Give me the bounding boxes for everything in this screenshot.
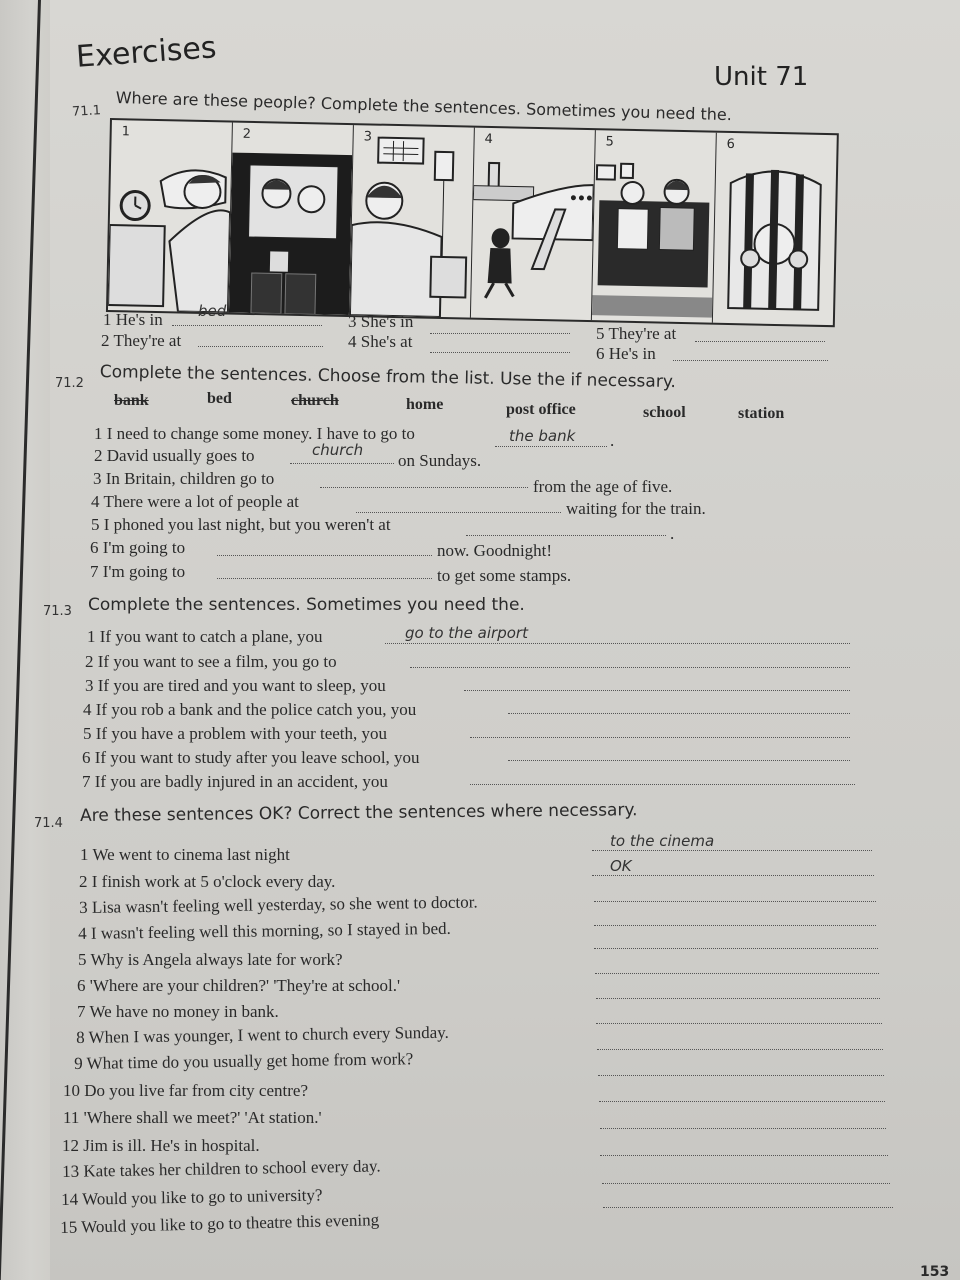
ex2-answer-field-7[interactable] — [217, 578, 432, 579]
ex1-answer-field-6[interactable] — [673, 360, 828, 361]
ex4-item-10 — [63, 1081, 308, 1101]
panel-airport — [471, 128, 596, 320]
bed-illustration-icon — [108, 120, 232, 312]
item-text: Lisa wasn't feeling well yesterday, so she went to doctor. — [91, 892, 478, 917]
panel-number: 1 — [121, 124, 131, 140]
unit-label: Unit 71 — [714, 62, 809, 92]
item-number: 1 — [80, 845, 89, 864]
item-number: 13 — [62, 1161, 80, 1181]
airport-illustration-icon — [471, 128, 595, 320]
item-text: We went to cinema last night — [92, 845, 290, 864]
exercise-instruction-71-4: Are these sentences OK? Correct the sentences where necessary. — [80, 800, 638, 826]
item-text: If you want to study after you leave school, you — [94, 748, 420, 767]
ex2-item-7 — [90, 562, 185, 582]
item-number: 5 — [78, 950, 87, 969]
item-text: I finish work at 5 o'clock every day. — [91, 872, 336, 891]
ex3-answer-field-5[interactable] — [470, 737, 850, 738]
item-number: 2 — [85, 652, 94, 671]
ex4-item-3 — [79, 892, 478, 918]
ex4-answer-field-2[interactable] — [592, 875, 874, 876]
item-number: 6 — [77, 976, 86, 995]
ex1-item-4 — [348, 332, 412, 352]
ex4-item-13 — [62, 1156, 381, 1182]
ex2-item-1 — [94, 424, 415, 444]
ex1-answer-field-2[interactable] — [198, 346, 323, 347]
item-number: 14 — [61, 1189, 79, 1209]
ex4-item-5 — [78, 950, 343, 970]
home-illustration-icon — [592, 130, 716, 322]
item-number: 4 — [78, 923, 87, 943]
item-number: 3 — [79, 897, 88, 917]
ex4-item-15 — [60, 1210, 379, 1238]
item-number: 6 — [596, 344, 605, 363]
item-text: Would you like to go to theatre this evening — [80, 1210, 380, 1237]
item-number: 4 — [348, 332, 357, 351]
item-text: They're at — [113, 331, 182, 350]
item-text: What time do you usually get home from work? — [86, 1049, 414, 1073]
item-number: 1 — [103, 310, 112, 329]
item-number: 2 — [79, 872, 88, 891]
ex3-answer-1[interactable]: go to the airport — [405, 624, 528, 642]
ex1-answer-field-3[interactable] — [430, 333, 570, 334]
item-number: 4 — [83, 700, 92, 719]
item-number: 7 — [77, 1002, 86, 1021]
item-number: 5 — [83, 724, 92, 743]
item-text: Jim is ill. He's in hospital. — [83, 1136, 260, 1155]
ex4-item-14 — [61, 1185, 323, 1210]
ex3-item-6 — [82, 748, 420, 768]
item-text: If you are tired and you want to sleep, you — [97, 676, 386, 695]
ex1-item-3 — [348, 312, 413, 332]
ex2-answer-field-4[interactable] — [356, 512, 561, 513]
item-suffix: now. Goodnight! — [437, 541, 553, 560]
item-number: 3 — [348, 312, 357, 331]
ex4-answer-field-7[interactable] — [596, 998, 880, 999]
ex4-answer-field-15[interactable] — [603, 1207, 893, 1208]
panel-bed — [108, 120, 233, 312]
item-suffix: from the age of five. — [533, 477, 673, 496]
prison-illustration-icon — [713, 133, 837, 325]
ex3-item-2 — [85, 652, 337, 672]
item-number: 8 — [76, 1027, 85, 1047]
item-text: In Britain, children go to — [105, 469, 275, 488]
word-home: home — [406, 396, 444, 413]
item-text: David usually goes to — [106, 446, 255, 465]
ex1-item-2 — [101, 331, 181, 351]
item-number: 6 — [90, 538, 99, 557]
ex2-item-5 — [91, 515, 391, 535]
book-spine — [0, 0, 50, 1280]
ex4-answer-2[interactable]: OK — [610, 857, 632, 875]
item-suffix: on Sundays. — [398, 451, 482, 470]
exercise-instruction-71-1: Where are these people? Complete the sentences. Sometimes you need the. — [115, 88, 733, 125]
item-suffix: . — [610, 431, 615, 450]
exercise-number-71-3: 71.3 — [43, 604, 72, 619]
item-text: Why is Angela always late for work? — [90, 950, 343, 969]
item-number: 12 — [62, 1136, 79, 1155]
item-number: 15 — [60, 1217, 78, 1237]
ex1-answer-1[interactable]: bed — [198, 302, 227, 320]
item-number: 3 — [85, 676, 94, 695]
hospital-illustration-icon — [350, 125, 474, 317]
item-number: 1 — [94, 424, 103, 443]
item-text: If you have a problem with your teeth, you — [95, 724, 388, 743]
item-text: He's in — [608, 344, 656, 363]
ex3-item-5 — [83, 724, 387, 744]
ex2-item-4 — [91, 492, 299, 512]
ex4-item-9 — [74, 1049, 413, 1074]
item-text: I wasn't feeling well this morning, so I stayed in bed. — [90, 918, 451, 943]
ex4-item-6 — [77, 976, 400, 996]
item-suffix: to get some stamps. — [437, 566, 572, 585]
ex1-item-1 — [103, 310, 163, 330]
ex3-item-3 — [85, 676, 386, 696]
ex2-answer-field-3[interactable] — [320, 487, 528, 488]
ex3-item-4 — [83, 700, 416, 720]
ex2-answer-1[interactable]: the bank — [509, 427, 576, 445]
word-church: church — [291, 392, 339, 409]
item-text: Do you live far from city centre? — [84, 1081, 308, 1100]
item-text: If you rob a bank and the police catch you, you — [95, 700, 417, 719]
ex4-item-11 — [63, 1108, 322, 1128]
ex4-answer-field-9[interactable] — [597, 1049, 883, 1050]
ex4-answer-field-5[interactable] — [594, 948, 878, 949]
panel-cinema — [229, 123, 354, 315]
item-text: He's in — [115, 310, 163, 329]
ex4-answer-field-6[interactable] — [595, 973, 879, 974]
item-number: 4 — [91, 492, 100, 511]
item-text: I'm going to — [102, 562, 186, 581]
item-text: We have no money in bank. — [89, 1002, 279, 1021]
item-text: Would you like to go to university? — [81, 1185, 323, 1209]
ex4-answer-field-4[interactable] — [594, 925, 876, 926]
ex2-answer-field-1[interactable] — [495, 446, 607, 447]
ex4-answer-field-13[interactable] — [600, 1155, 888, 1156]
ex4-answer-field-14[interactable] — [602, 1183, 890, 1184]
panel-prison — [713, 133, 837, 325]
ex4-answer-field-1[interactable] — [592, 850, 872, 851]
ex4-item-2 — [79, 872, 335, 892]
ex4-answer-field-8[interactable] — [596, 1023, 882, 1024]
page-title: Exercises — [75, 30, 218, 75]
panel-home — [592, 130, 717, 322]
item-number: 11 — [63, 1108, 80, 1127]
item-text: Kate takes her children to school every day. — [83, 1156, 381, 1181]
item-number: 7 — [90, 562, 99, 581]
ex4-item-12 — [62, 1136, 260, 1156]
item-number: 3 — [93, 469, 102, 488]
ex2-answer-field-2[interactable] — [290, 463, 394, 464]
exercise-number-71-2: 71.2 — [55, 376, 84, 391]
item-number: 7 — [82, 772, 91, 791]
ex4-answer-field-11[interactable] — [599, 1101, 885, 1102]
ex3-answer-field-6[interactable] — [508, 760, 850, 761]
ex1-item-5 — [596, 324, 676, 344]
item-text: When I was younger, I went to church every Sunday. — [88, 1022, 449, 1047]
ex4-answer-1[interactable]: to the cinema — [610, 832, 715, 850]
ex1-item-6 — [596, 344, 656, 364]
item-text: I need to change some money. I have to go to — [106, 424, 415, 443]
item-number: 2 — [101, 331, 110, 350]
item-suffix: . — [670, 524, 675, 543]
item-suffix: waiting for the train. — [566, 499, 706, 518]
item-number: 5 — [91, 515, 100, 534]
ex4-answer-field-12[interactable] — [600, 1128, 886, 1129]
item-text: 'Where are your children?' 'They're at school.' — [89, 976, 401, 995]
item-text: There were a lot of people at — [103, 492, 299, 511]
ex3-answer-field-2[interactable] — [410, 667, 850, 668]
word-bank: bank — [114, 392, 149, 409]
ex3-answer-field-3[interactable] — [464, 690, 850, 691]
ex2-answer-field-5[interactable] — [466, 535, 666, 536]
item-number: 2 — [94, 446, 103, 465]
item-number: 6 — [82, 748, 91, 767]
panel-number: 6 — [726, 136, 736, 153]
item-text: I phoned you last night, but you weren't at — [103, 515, 391, 534]
ex3-item-7 — [82, 772, 388, 792]
ex3-answer-field-7[interactable] — [470, 784, 855, 785]
item-text: I'm going to — [102, 538, 186, 557]
ex1-answer-field-5[interactable] — [695, 341, 825, 342]
item-text: If you want to catch a plane, you — [99, 627, 323, 646]
item-text: 'Where shall we meet?' 'At station.' — [83, 1108, 322, 1127]
illustration-strip — [106, 118, 839, 327]
ex4-item-1 — [80, 845, 290, 865]
ex4-item-7 — [77, 1002, 279, 1022]
ex3-answer-field-4[interactable] — [508, 713, 850, 714]
item-text: If you want to see a film, you go to — [97, 652, 337, 671]
panel-number: 3 — [363, 129, 373, 145]
item-text: She's in — [360, 312, 414, 331]
word-post-office: post office — [506, 401, 576, 418]
exercise-number-71-1: 71.1 — [71, 103, 102, 120]
exercise-instruction-71-3: Complete the sentences. Sometimes you need the. — [88, 595, 525, 615]
word-bed: bed — [207, 390, 232, 407]
ex2-item-6 — [90, 538, 185, 558]
ex4-answer-field-10[interactable] — [598, 1075, 884, 1076]
panel-number: 5 — [605, 134, 615, 150]
cinema-illustration-icon — [229, 123, 353, 315]
item-number: 5 — [596, 324, 605, 343]
ex2-answer-2[interactable]: church — [312, 441, 364, 459]
word-station: station — [738, 405, 785, 422]
item-number: 1 — [87, 627, 96, 646]
ex2-item-3 — [93, 469, 274, 489]
panel-number: 4 — [484, 131, 494, 148]
item-text: They're at — [608, 324, 677, 343]
ex1-answer-field-1[interactable] — [172, 325, 322, 326]
ex2-answer-field-6[interactable] — [217, 555, 432, 556]
word-school: school — [643, 404, 686, 421]
panel-hospital — [350, 125, 475, 317]
item-text: If you are badly injured in an accident, you — [94, 772, 388, 791]
ex4-item-4 — [78, 919, 451, 944]
item-number: 10 — [63, 1081, 80, 1100]
ex4-item-8 — [76, 1023, 449, 1048]
ex2-item-2 — [94, 446, 255, 466]
item-number: 9 — [74, 1053, 83, 1073]
ex4-answer-field-3[interactable] — [594, 901, 876, 902]
ex1-answer-field-4[interactable] — [430, 352, 570, 353]
page-number: 153 — [920, 1264, 950, 1280]
exercise-instruction-71-2: Complete the sentences. Choose from the list. Use the if necessary. — [99, 362, 677, 393]
item-text: She's at — [360, 332, 413, 351]
ex3-answer-field-1[interactable] — [385, 643, 850, 644]
ex3-item-1 — [87, 627, 323, 647]
panel-number: 2 — [242, 126, 252, 142]
exercise-number-71-4: 71.4 — [34, 816, 63, 831]
